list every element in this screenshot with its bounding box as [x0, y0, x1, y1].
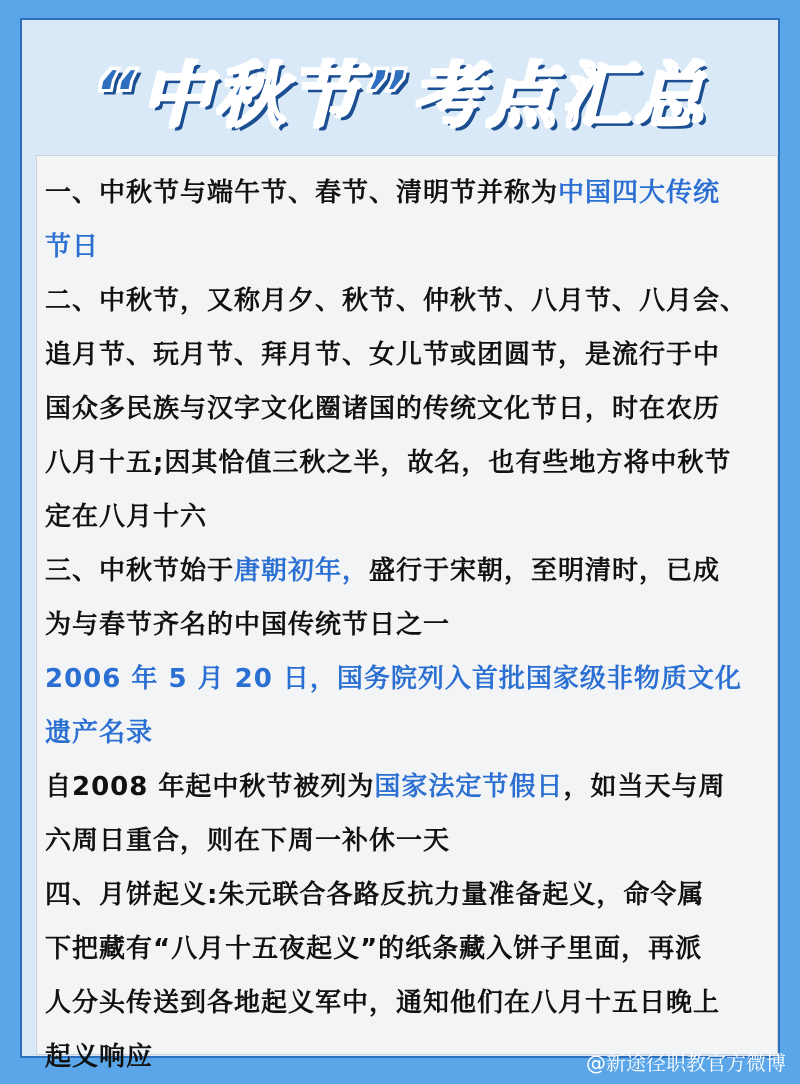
text-line [45, 166, 769, 220]
body-text: 一、中秋节与端午节、春节、清明节并称为 [45, 178, 559, 208]
body-text: 追月节、玩月节、拜月节、女儿节或团圆节，是流行于中 [45, 340, 721, 370]
highlight-text: 国家法定节假日 [374, 772, 564, 802]
body-text: ，如当天与周 [563, 772, 726, 802]
text-line [45, 814, 769, 868]
body-text: 国众多民族与汉字文化圈诸国的传统文化节日，时在农历 [45, 394, 721, 424]
body-text: 六周日重合，则在下周一补休一天 [45, 826, 451, 856]
body-text: 下把藏有“八月十五夜起义”的纸条藏入饼子里面，再派 [45, 934, 703, 964]
highlight-text: 遗产名录 [45, 718, 154, 748]
text-line [45, 274, 769, 328]
text-line [45, 436, 769, 490]
text-line [45, 328, 769, 382]
text-line [45, 490, 769, 544]
text-line [45, 868, 769, 922]
text-line [45, 220, 769, 274]
highlight-text: 2006 年 5 月 20 日，国务院列入首批国家级非物质文化 [45, 664, 742, 694]
body-text: 定在八月十六 [45, 502, 208, 532]
text-line [45, 652, 769, 706]
highlight-text: 唐朝初年， [234, 556, 370, 586]
weibo-watermark: @新途径职教官方微博 [586, 1051, 786, 1075]
text-line [45, 598, 769, 652]
body-text: 三、中秋节始于 [45, 556, 235, 586]
body-text: 为与春节齐名的中国传统节日之一 [45, 610, 451, 640]
body-text: 人分头传送到各地起义军中，通知他们在八月十五日晚上 [45, 988, 721, 1018]
body-text: 起义响应 [45, 1042, 154, 1072]
text-line [45, 544, 769, 598]
page-title: “中秋节”考点汇总 [91, 54, 709, 137]
text-line [45, 922, 769, 976]
body-text: 四、月饼起义:朱元联合各路反抗力量准备起义，命令属 [45, 880, 705, 910]
highlight-text: 中国四大传统 [558, 178, 721, 208]
text-line [45, 760, 769, 814]
body-text: 自2008 年起中秋节被列为 [45, 772, 375, 802]
body-text: 八月十五;因其恰值三秋之半，故名，也有些地方将中秋节 [45, 448, 732, 478]
title-banner [18, 30, 782, 150]
body-text: 盛行于宋朝，至明清时，已成 [369, 556, 721, 586]
text-line [45, 976, 769, 1030]
text-line [45, 706, 769, 760]
text-line [45, 382, 769, 436]
body-text: 二、中秋节，又称月夕、秋节、仲秋节、八月节、八月会、 [45, 286, 748, 316]
highlight-text: 节日 [45, 232, 100, 262]
